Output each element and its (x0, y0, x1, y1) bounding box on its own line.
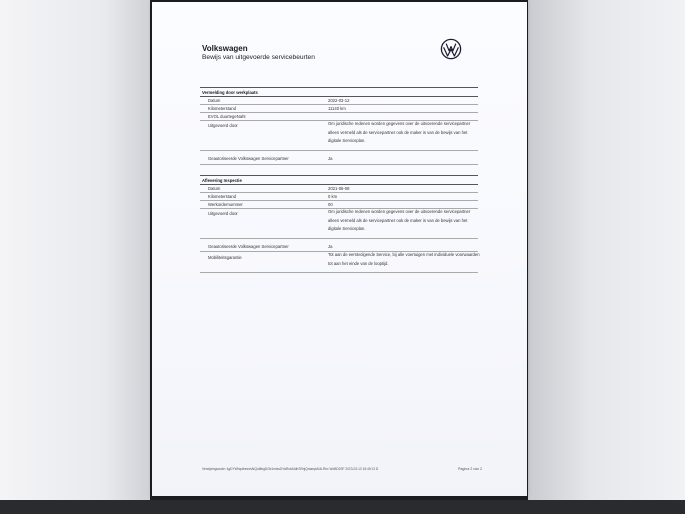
document-page (152, 2, 527, 496)
inspection-date-value: 2021-06-08 (328, 186, 350, 191)
inspection-authorized-label: Geautoriseerde Volkswagen Servicepartner (208, 244, 289, 249)
inspection-mobility-label: Mobiliteitsgarantie (208, 255, 242, 260)
row-divider (200, 164, 478, 165)
section-top-rule (200, 87, 478, 88)
workshop-date-value: 2022-03-12 (328, 98, 350, 103)
inspection-authorized-value: Ja (328, 244, 333, 249)
workshop-km-value: 11140 km (328, 106, 346, 111)
workshop-evol-label: EVOL duurtegeNaht (208, 114, 246, 119)
workshop-authorized-label: Geautoriseerde Volkswagen Servicepartner (208, 156, 289, 161)
workshop-performed-by-value: Om juridische redenen worden gegevens over de uitvoerende servicepartner alleen vermeld als de servicepartner ook de maker is van de bewijs van het digitale Serviceplan. (328, 121, 471, 143)
row-divider (200, 150, 478, 151)
inspection-order-label: Werkordernummer (208, 202, 243, 207)
workshop-date-label: Datum (208, 98, 221, 103)
section-header-rule (200, 96, 478, 97)
row-divider (200, 272, 478, 273)
document-brand: Volkswagen (202, 44, 248, 53)
inspection-date-label: Datum (208, 186, 221, 191)
row-divider (200, 192, 478, 193)
row-divider (200, 238, 478, 239)
workshop-authorized-value: Ja (328, 156, 333, 161)
section-workshop-title: Vermelding door werkplaats (202, 90, 258, 95)
page-number: Pagina 2 van 2 (458, 467, 482, 471)
background-surface-right (528, 0, 685, 514)
footer-reference: Verwijzingscode: 4gDYWhqdbesvhAtQu6tbgDGb1mtzsDYaRsbAAihSRnjQmaepiAI4LRec WoBD2SF 2023-03-13 15:49:13 D (202, 467, 379, 471)
row-divider (200, 112, 478, 113)
row-divider (200, 104, 478, 105)
workshop-km-label: Kilometerstand (208, 106, 236, 111)
inspection-mobility-value: Tot aan de eerstvolgende Service, bij alle voertuigen met individuele voorwaarden tot aan het einde van de looptijd. (328, 252, 480, 266)
inspection-performed-by-label: Uitgevoerd door (208, 211, 238, 216)
row-divider (200, 200, 478, 201)
background-floor (0, 500, 685, 514)
inspection-km-label: Kilometerstand (208, 194, 236, 199)
workshop-performed-by-label: Uitgevoerd door (208, 123, 238, 128)
document-subtitle: Bewijs van uitgevoerde servicebeurten (202, 54, 315, 61)
section-inspection-title: Aflevering Inspectie (202, 178, 242, 183)
inspection-order-value: 00 (328, 202, 333, 207)
inspection-performed-by-value: Om juridische redenen worden gegevens over de uitvoerende servicepartner alleen vermeld als de servicepartner ook de maker is van de bewijs van het digitale Serviceplan. (328, 209, 471, 231)
inspection-km-value: 0 km (328, 194, 338, 199)
vw-logo-icon (440, 38, 462, 60)
section-header-rule (200, 184, 478, 185)
section-top-rule (200, 175, 478, 176)
background-surface-left (0, 0, 150, 514)
